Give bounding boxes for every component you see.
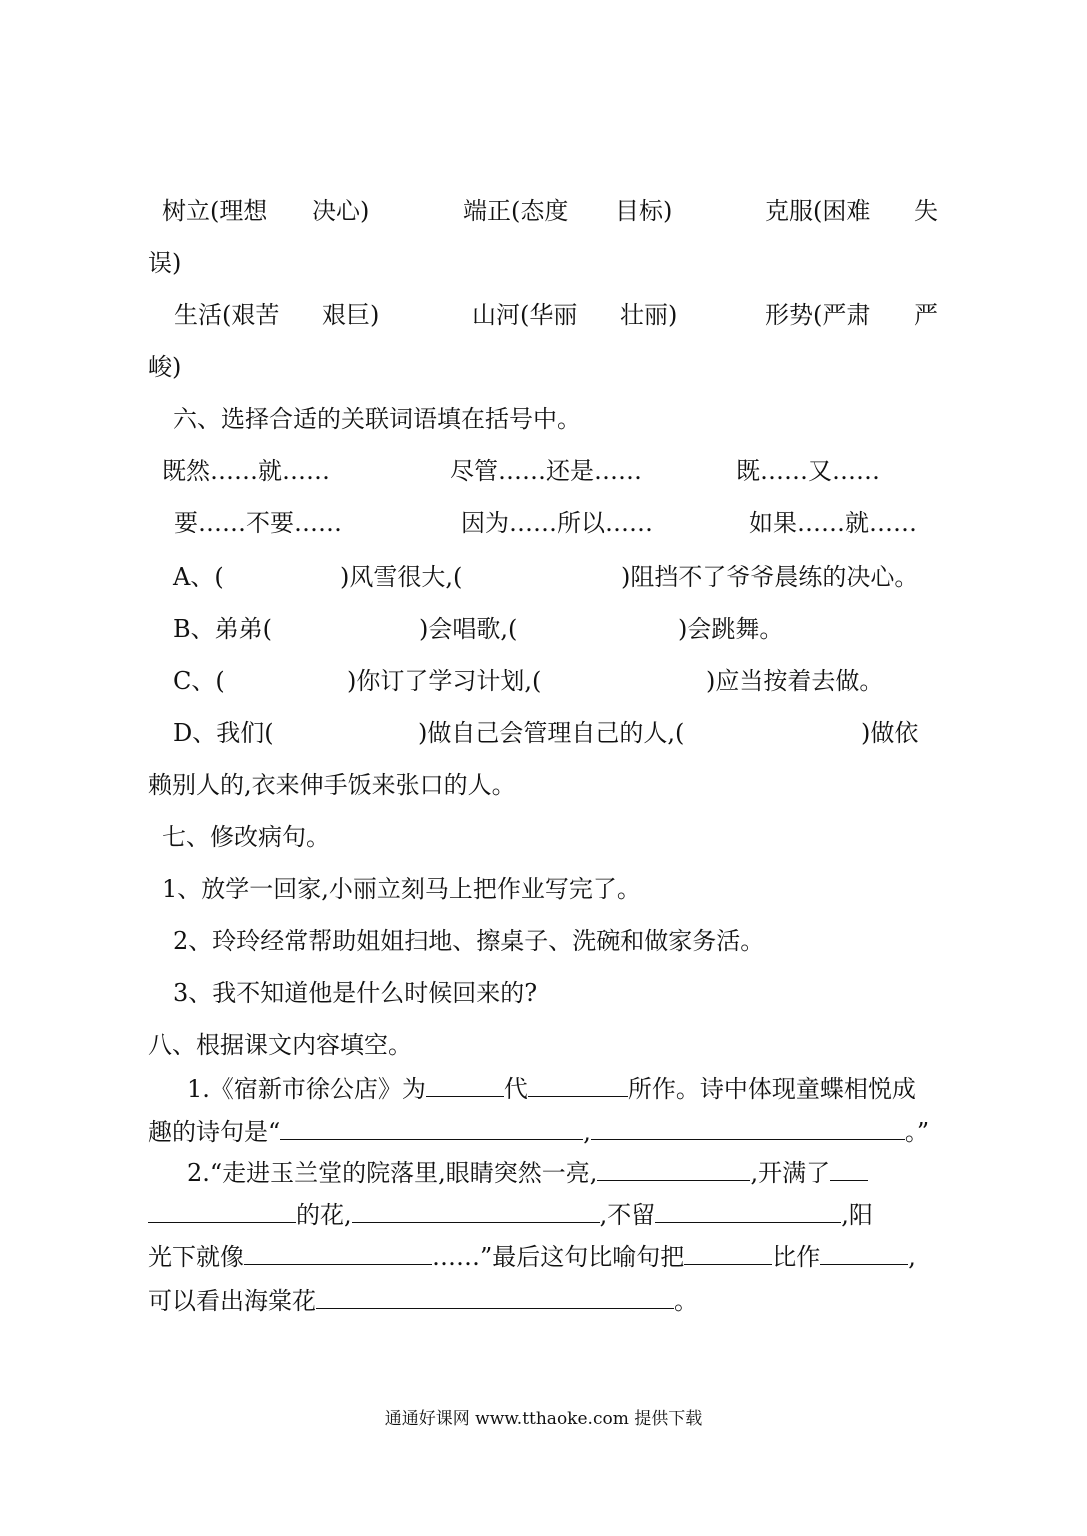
text: 。 [674, 1287, 698, 1315]
question-d [173, 716, 941, 750]
section-6-heading: 六、选择合适的关联词语填在括号中。 [173, 405, 581, 433]
fill-q2-line2 [148, 1198, 873, 1232]
text: )阻挡不了爷爷晨练的决心。 [621, 563, 919, 591]
word-choice: 克服(困难 [765, 197, 871, 225]
fill-q1-line2 [148, 1115, 929, 1149]
question-b [173, 612, 784, 646]
word-choice: 严 [914, 301, 938, 329]
text: , [583, 1118, 591, 1146]
answer-blank[interactable] [591, 1117, 905, 1140]
word-choice: 决心) [312, 197, 370, 225]
fill-q2-line4 [148, 1284, 698, 1318]
text: 1.《宿新市徐公店》为 [187, 1075, 426, 1103]
word-row-2-wrap: 峻) [148, 353, 182, 381]
text: 的花, [296, 1201, 352, 1229]
fill-q1-line1 [187, 1072, 916, 1106]
word-choice: 失 [914, 197, 938, 225]
text: ,开满了 [750, 1159, 831, 1187]
word-choice: 目标) [615, 197, 673, 225]
word-choice: 艰巨) [322, 301, 380, 329]
text: ,不留 [599, 1201, 656, 1229]
text: 比作 [772, 1243, 821, 1271]
text: )做依 [861, 719, 919, 747]
conjunction-row-1 [162, 454, 880, 488]
answer-blank[interactable] [244, 1242, 432, 1265]
word-choice: 端正(态度 [463, 197, 569, 225]
text: 可以看出海棠花 [148, 1287, 316, 1315]
sentence-item: 1、放学一回家,小丽立刻马上把作业写完了。 [162, 875, 641, 903]
word-choice: 树立(理想 [162, 197, 268, 225]
answer-blank[interactable] [316, 1286, 674, 1309]
answer-blank[interactable] [426, 1074, 504, 1097]
fill-q2-line1 [187, 1156, 868, 1190]
question-d-wrap: 赖别人的,衣来伸手饭来张口的人。 [148, 771, 516, 799]
sentence-item: 2、玲玲经常帮助姐姐扫地、擦桌子、洗碗和做家务活。 [173, 927, 765, 955]
text: )应当按着去做。 [706, 667, 884, 695]
text: )会跳舞。 [678, 615, 784, 643]
word-choice: 壮丽) [620, 301, 678, 329]
text: ……”最后这句比喻句把 [432, 1243, 685, 1271]
answer-blank[interactable] [528, 1074, 628, 1097]
word-choice: 形势(严肃 [765, 301, 871, 329]
conjunction: 尽管……还是…… [450, 457, 642, 485]
answer-blank[interactable] [655, 1200, 841, 1223]
page-footer: 通通好课网 www.tthaoke.com 提供下载 [384, 1409, 703, 1429]
text: 代 [503, 1075, 528, 1103]
text: ,阳 [841, 1201, 873, 1229]
word-row-1-wrap: 误) [148, 249, 182, 277]
text: B、弟弟( [173, 615, 272, 643]
answer-blank[interactable] [597, 1158, 750, 1181]
word-row-2 [174, 298, 944, 332]
conjunction: 因为……所以…… [461, 509, 653, 537]
answer-blank[interactable] [352, 1200, 600, 1223]
text: 光下就像 [148, 1243, 244, 1271]
section-7-heading: 七、修改病句。 [162, 823, 330, 851]
answer-blank[interactable] [830, 1158, 868, 1181]
answer-blank[interactable] [280, 1117, 583, 1140]
text: D、我们( [173, 719, 274, 747]
conjunction: 既然……就…… [162, 457, 330, 485]
conjunction: 要……不要…… [174, 509, 342, 537]
text: C、( [173, 667, 225, 695]
answer-blank[interactable] [820, 1242, 908, 1265]
text: 所作。诗中体现童蝶相悦成 [627, 1075, 916, 1103]
text: 趣的诗句是“ [148, 1118, 281, 1146]
question-c [173, 664, 884, 698]
word-row-1 [162, 194, 942, 228]
conjunction: 既……又…… [736, 457, 880, 485]
word-choice: 生活(艰苦 [174, 301, 280, 329]
question-a [173, 560, 919, 594]
text: )风雪很大,( [340, 563, 463, 591]
text: A、( [173, 563, 224, 591]
answer-blank[interactable] [148, 1200, 296, 1223]
conjunction: 如果……就…… [749, 509, 917, 537]
section-8-heading: 八、根据课文内容填空。 [148, 1031, 412, 1059]
text: )做自己会管理自己的人,( [418, 719, 685, 747]
sentence-item: 3、我不知道他是什么时候回来的? [173, 979, 538, 1007]
text: 2.“走进玉兰堂的院落里,眼睛突然一亮, [187, 1159, 598, 1187]
text: 。” [904, 1118, 930, 1146]
answer-blank[interactable] [684, 1242, 772, 1265]
text: )会唱歌,( [419, 615, 518, 643]
fill-q2-line3 [148, 1240, 916, 1274]
text: )你订了学习计划,( [347, 667, 542, 695]
conjunction-row-2 [174, 506, 917, 540]
text: , [908, 1243, 916, 1271]
word-choice: 山河(华丽 [472, 301, 578, 329]
